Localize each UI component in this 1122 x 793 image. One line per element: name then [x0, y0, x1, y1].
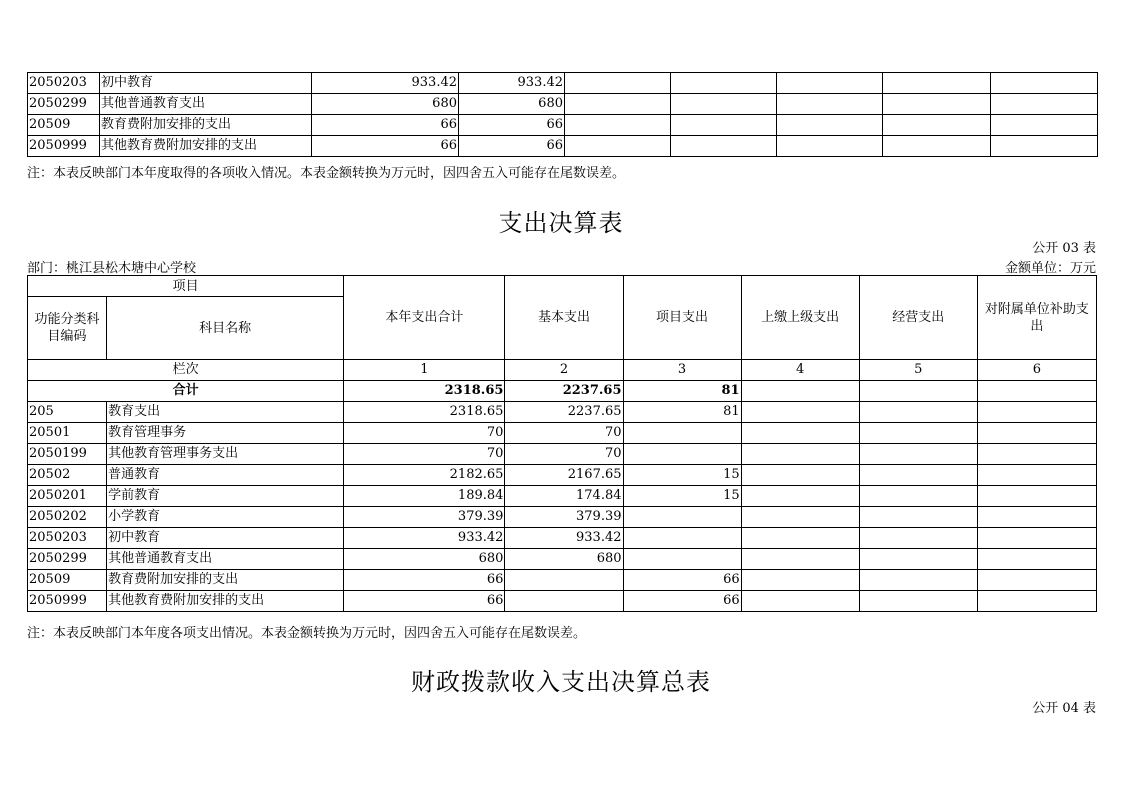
row-value: 379.39	[344, 507, 505, 528]
total-cell: 2237.65	[505, 381, 623, 402]
empty-cell	[883, 115, 991, 136]
empty-cell	[741, 486, 859, 507]
row-value: 189.84	[344, 486, 505, 507]
table-row	[28, 444, 1097, 465]
row-name: 其他教育管理事务支出	[107, 444, 344, 465]
empty-cell	[777, 115, 883, 136]
row-name: 小学教育	[107, 507, 344, 528]
income-table-note: 注：本表反映部门本年度取得的各项收入情况。本表金额转换为万元时，因四舍五入可能存在尾数误差。	[27, 166, 626, 181]
row-code: 2050203	[28, 528, 107, 549]
row-value: 70	[344, 444, 505, 465]
table-row	[28, 423, 1097, 444]
empty-cell	[741, 528, 859, 549]
total-cell: 2318.65	[344, 381, 505, 402]
row-value: 174.84	[505, 486, 623, 507]
row-name: 其他教育费附加安排的支出	[107, 591, 344, 612]
empty-cell	[859, 570, 977, 591]
header-business-expense: 经营支出	[859, 276, 977, 360]
row-code: 2050201	[28, 486, 107, 507]
empty-cell	[777, 136, 883, 157]
table-row	[28, 136, 1098, 157]
empty-cell	[991, 73, 1098, 94]
row-code: 20509	[28, 570, 107, 591]
form-number: 公开 04 表	[1032, 701, 1096, 716]
row-code: 20502	[28, 465, 107, 486]
total-cell	[741, 381, 859, 402]
empty-cell	[671, 115, 777, 136]
row-value: 933.42	[505, 528, 623, 549]
header-code: 功能分类科目编码	[28, 297, 107, 360]
empty-cell	[859, 402, 977, 423]
header-total-expense: 本年支出合计	[344, 276, 505, 360]
row-code: 2050203	[28, 73, 100, 94]
row-value: 66	[312, 115, 459, 136]
row-value	[623, 507, 741, 528]
row-value: 379.39	[505, 507, 623, 528]
header-subsidiary-subsidy: 对附属单位补助支出	[977, 276, 1096, 360]
row-value: 680	[459, 94, 565, 115]
empty-cell	[991, 136, 1098, 157]
empty-cell	[859, 486, 977, 507]
row-value: 680	[505, 549, 623, 570]
empty-cell	[883, 136, 991, 157]
empty-cell	[859, 507, 977, 528]
row-code: 2050299	[28, 94, 100, 115]
row-value: 2318.65	[344, 402, 505, 423]
empty-cell	[977, 444, 1096, 465]
column-index: 3	[623, 360, 741, 381]
empty-cell	[777, 73, 883, 94]
row-value: 2182.65	[344, 465, 505, 486]
row-code: 20509	[28, 115, 100, 136]
total-cell	[977, 381, 1096, 402]
empty-cell	[977, 591, 1096, 612]
header-upper-payment: 上缴上级支出	[741, 276, 859, 360]
row-code: 20501	[28, 423, 107, 444]
empty-cell	[883, 94, 991, 115]
row-value: 15	[623, 486, 741, 507]
empty-cell	[859, 528, 977, 549]
row-code: 2050999	[28, 136, 100, 157]
row-value: 933.42	[312, 73, 459, 94]
row-code: 2050999	[28, 591, 107, 612]
empty-cell	[859, 444, 977, 465]
empty-cell	[977, 549, 1096, 570]
row-value	[623, 444, 741, 465]
row-code: 205	[28, 402, 107, 423]
row-value: 66	[344, 570, 505, 591]
empty-cell	[565, 115, 671, 136]
row-value: 66	[623, 591, 741, 612]
empty-cell	[671, 136, 777, 157]
empty-cell	[741, 591, 859, 612]
column-index: 2	[505, 360, 623, 381]
table-row	[28, 549, 1097, 570]
empty-cell	[977, 423, 1096, 444]
empty-cell	[977, 507, 1096, 528]
empty-cell	[977, 528, 1096, 549]
row-value: 66	[459, 136, 565, 157]
header-name: 科目名称	[107, 297, 344, 360]
row-name: 初中教育	[107, 528, 344, 549]
empty-cell	[741, 570, 859, 591]
empty-cell	[977, 570, 1096, 591]
total-cell	[859, 381, 977, 402]
empty-cell	[741, 402, 859, 423]
page-title: 支出决算表	[498, 209, 624, 237]
row-value: 680	[312, 94, 459, 115]
section-title: 财政拨款收入支出决算总表	[411, 668, 711, 696]
empty-cell	[671, 73, 777, 94]
header-item: 项目	[28, 276, 344, 297]
empty-cell	[991, 115, 1098, 136]
column-index: 1	[344, 360, 505, 381]
row-name: 教育管理事务	[107, 423, 344, 444]
header-basic-expense: 基本支出	[505, 276, 623, 360]
empty-cell	[977, 402, 1096, 423]
empty-cell	[859, 423, 977, 444]
department-label: 部门：桃江县松木塘中心学校	[27, 261, 197, 276]
row-value	[505, 570, 623, 591]
row-name: 教育支出	[107, 402, 344, 423]
empty-cell	[859, 591, 977, 612]
total-label: 合计	[28, 381, 344, 402]
empty-cell	[741, 465, 859, 486]
row-name: 其他普通教育支出	[100, 94, 312, 115]
column-index: 4	[741, 360, 859, 381]
table-row	[28, 465, 1097, 486]
table-row	[28, 570, 1097, 591]
expense-table	[27, 275, 1097, 612]
row-value	[505, 591, 623, 612]
empty-cell	[741, 549, 859, 570]
table-row	[28, 507, 1097, 528]
row-value: 680	[344, 549, 505, 570]
row-value: 70	[344, 423, 505, 444]
row-value: 70	[505, 423, 623, 444]
row-name: 学前教育	[107, 486, 344, 507]
empty-cell	[565, 136, 671, 157]
form-number: 公开 03 表	[1032, 241, 1096, 256]
empty-cell	[741, 507, 859, 528]
empty-cell	[565, 73, 671, 94]
row-value: 66	[623, 570, 741, 591]
empty-cell	[859, 549, 977, 570]
empty-cell	[859, 465, 977, 486]
table-row	[28, 402, 1097, 423]
row-value: 933.42	[459, 73, 565, 94]
empty-cell	[883, 73, 991, 94]
income-table-continuation	[27, 72, 1098, 157]
row-value: 66	[344, 591, 505, 612]
table-row	[28, 94, 1098, 115]
row-name: 教育费附加安排的支出	[107, 570, 344, 591]
empty-cell	[777, 94, 883, 115]
row-name: 普通教育	[107, 465, 344, 486]
empty-cell	[741, 444, 859, 465]
total-row	[28, 381, 1097, 402]
row-code: 2050299	[28, 549, 107, 570]
total-cell: 81	[623, 381, 741, 402]
row-value	[623, 549, 741, 570]
row-code: 2050202	[28, 507, 107, 528]
row-name: 教育费附加安排的支出	[100, 115, 312, 136]
row-value: 933.42	[344, 528, 505, 549]
empty-cell	[671, 94, 777, 115]
row-value	[623, 423, 741, 444]
row-value: 2237.65	[505, 402, 623, 423]
row-value	[623, 528, 741, 549]
row-name: 其他普通教育支出	[107, 549, 344, 570]
row-value: 70	[505, 444, 623, 465]
unit-label: 金额单位：万元	[1004, 261, 1096, 276]
table-row	[28, 528, 1097, 549]
row-value: 81	[623, 402, 741, 423]
table-row	[28, 591, 1097, 612]
column-index: 5	[859, 360, 977, 381]
row-value: 15	[623, 465, 741, 486]
row-value: 66	[312, 136, 459, 157]
empty-cell	[991, 94, 1098, 115]
empty-cell	[977, 465, 1096, 486]
table-row	[28, 115, 1098, 136]
row-code: 2050199	[28, 444, 107, 465]
row-value: 66	[459, 115, 565, 136]
table-row	[28, 486, 1097, 507]
column-index: 6	[977, 360, 1096, 381]
lanci-label: 栏次	[28, 360, 344, 381]
row-name: 其他教育费附加安排的支出	[100, 136, 312, 157]
header-project-expense: 项目支出	[623, 276, 741, 360]
empty-cell	[977, 486, 1096, 507]
empty-cell	[741, 423, 859, 444]
empty-cell	[565, 94, 671, 115]
row-name: 初中教育	[100, 73, 312, 94]
expense-table-note: 注：本表反映部门本年度各项支出情况。本表金额转换为万元时，因四舍五入可能存在尾数误差。	[27, 626, 587, 641]
table-row	[28, 73, 1098, 94]
row-value: 2167.65	[505, 465, 623, 486]
